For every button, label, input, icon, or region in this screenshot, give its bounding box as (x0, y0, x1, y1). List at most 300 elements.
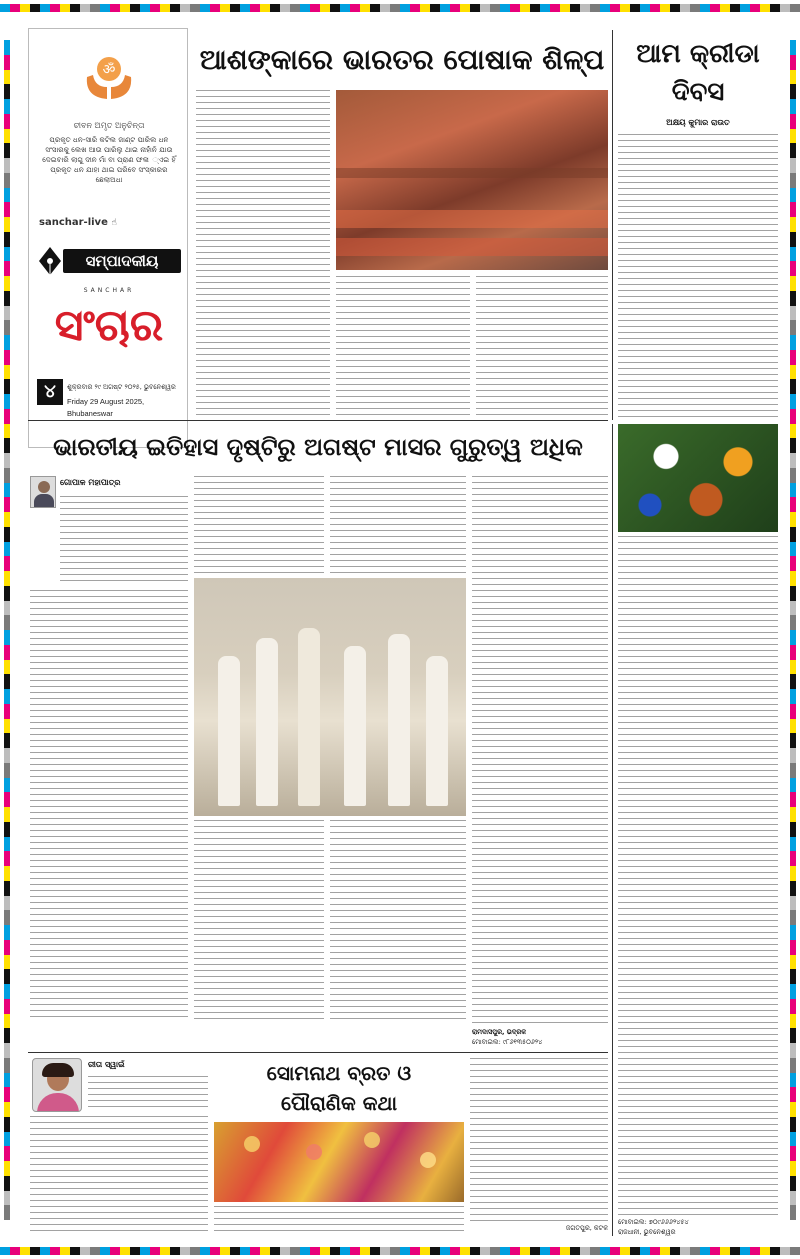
color-swatch (170, 4, 180, 12)
color-swatch (4, 866, 10, 881)
color-swatch (140, 4, 150, 12)
color-swatch (560, 1247, 570, 1255)
color-swatch (660, 1247, 670, 1255)
sports-place: ରାଜଧାନୀ, ଭୁବନେଶ୍ୱର (618, 1228, 676, 1236)
color-swatch (570, 4, 580, 12)
color-swatch (4, 1161, 10, 1176)
color-swatch (640, 4, 650, 12)
website-link[interactable] (39, 217, 179, 231)
color-swatch (750, 4, 760, 12)
quote-text: ପ୍ରକୃତ ଧନ-ସାରି କଟିଲ ଜାଣ୍ଟ ପାରିଲ ଧନ ସଂସାରକୁ ଲେଖ ଆଉ ପାରିଲୁ ଥାଇ ନାହାଁନି ଯାଉ ଦେଇବାରି ଲାଗୁ ଦୀନ ମାଁ ବା ପ୍ରାଣ ଫଳା ୍ଏଇ ହିଁ ପ୍ରକୃତ ଧନ ଯାହା ଥାଇ ପରିବେ ସଂସ୍କାରର ଛେଲାଅଧା (42, 135, 176, 184)
color-swatch (790, 306, 796, 321)
color-swatch (410, 1247, 420, 1255)
color-swatch (350, 4, 360, 12)
color-swatch (430, 1247, 440, 1255)
color-swatch (790, 763, 796, 778)
color-swatch (790, 40, 796, 55)
color-swatch (80, 1247, 90, 1255)
history-author-photo (30, 476, 56, 508)
color-swatch (790, 984, 796, 999)
color-swatch (790, 940, 796, 955)
color-swatch (790, 468, 796, 483)
somnath-text-col-1 (30, 1116, 208, 1234)
color-swatch (790, 999, 796, 1014)
color-swatch (790, 1087, 796, 1102)
color-swatch (0, 1247, 10, 1255)
color-swatch (300, 1247, 310, 1255)
color-swatch (480, 1247, 490, 1255)
sports-headline-2: ଦିବସ (671, 77, 725, 107)
color-swatch (390, 1247, 400, 1255)
color-swatch (4, 704, 10, 719)
cursor-icon: ☝ (111, 218, 117, 228)
color-swatch (590, 4, 600, 12)
color-swatch (530, 1247, 540, 1255)
color-swatch (670, 1247, 680, 1255)
color-swatch (80, 4, 90, 12)
color-swatch (540, 1247, 550, 1255)
color-swatch (350, 1247, 360, 1255)
color-swatch (580, 1247, 590, 1255)
textile-text-col-1 (196, 90, 330, 272)
color-swatch (630, 1247, 640, 1255)
color-swatch (0, 4, 10, 12)
history-text-col-3a (330, 476, 466, 574)
color-swatch (4, 84, 10, 99)
color-swatch (510, 4, 520, 12)
color-swatch (4, 306, 10, 321)
color-swatch (250, 1247, 260, 1255)
color-swatch (4, 851, 10, 866)
color-swatch (360, 4, 370, 12)
color-swatch (4, 969, 10, 984)
color-swatch (4, 1058, 10, 1073)
color-swatch (4, 424, 10, 439)
color-swatch (790, 689, 796, 704)
color-swatch (610, 1247, 620, 1255)
color-swatch (670, 4, 680, 12)
color-swatch (210, 1247, 220, 1255)
color-swatch (4, 645, 10, 660)
color-swatch (750, 1247, 760, 1255)
color-swatch (740, 4, 750, 12)
sports-text-col-2 (618, 536, 778, 1216)
color-swatch (770, 4, 780, 12)
color-swatch (4, 660, 10, 675)
color-swatch (4, 556, 10, 571)
color-swatch (4, 99, 10, 114)
color-swatch (460, 1247, 470, 1255)
masthead-small: SANCHAR (83, 287, 135, 294)
color-swatch (790, 615, 796, 630)
color-swatch (460, 4, 470, 12)
history-text-col-1 (30, 590, 188, 1018)
color-swatch (20, 4, 30, 12)
color-swatch (110, 4, 120, 12)
color-swatch (50, 4, 60, 12)
color-swatch (130, 4, 140, 12)
color-swatch (790, 1102, 796, 1117)
color-swatch (250, 4, 260, 12)
color-swatch (630, 4, 640, 12)
color-swatch (790, 365, 796, 380)
color-swatch (4, 70, 10, 85)
color-swatch (680, 4, 690, 12)
color-swatch (260, 4, 270, 12)
color-swatch (30, 1247, 40, 1255)
website-text: sanchar-live (39, 217, 108, 228)
color-swatch (490, 1247, 500, 1255)
color-swatch (300, 4, 310, 12)
page-number: ୪ (37, 379, 63, 405)
color-swatch (4, 232, 10, 247)
color-swatch (4, 1146, 10, 1161)
color-swatch (790, 114, 796, 129)
color-swatch (4, 719, 10, 734)
color-swatch (4, 925, 10, 940)
color-swatch (480, 4, 490, 12)
color-swatch (690, 4, 700, 12)
color-swatch (790, 84, 796, 99)
color-swatch (4, 158, 10, 173)
somnath-ritual-photo (214, 1122, 464, 1202)
textile-text-col-4 (476, 276, 608, 416)
history-text-col-2 (194, 820, 324, 1020)
color-swatch (790, 276, 796, 291)
color-swatch (4, 999, 10, 1014)
color-swatch (4, 1073, 10, 1088)
color-swatch (650, 1247, 660, 1255)
color-swatch (760, 1247, 770, 1255)
color-swatch (270, 4, 280, 12)
color-swatch (330, 4, 340, 12)
color-swatch (20, 1247, 30, 1255)
color-swatch (4, 55, 10, 70)
color-swatch (500, 1247, 510, 1255)
color-swatch (790, 1117, 796, 1132)
om-hands-logo (81, 47, 137, 101)
color-swatch (4, 527, 10, 542)
color-swatch (790, 1132, 796, 1147)
color-swatch (10, 1247, 20, 1255)
color-swatch (4, 1176, 10, 1191)
color-swatch (790, 748, 796, 763)
color-swatch (710, 4, 720, 12)
somnath-text-col-2 (214, 1206, 464, 1234)
color-swatch (790, 925, 796, 940)
color-swatch (130, 1247, 140, 1255)
history-text-col-3 (330, 820, 466, 1020)
color-swatch (550, 4, 560, 12)
color-swatch (470, 4, 480, 12)
color-swatch (340, 4, 350, 12)
color-swatch (790, 1205, 796, 1220)
color-swatch (4, 1132, 10, 1147)
history-text-col-1a (60, 496, 188, 586)
color-swatch (790, 143, 796, 158)
history-place: ରାମଦାସପୁର, ଭଦ୍ରକ (472, 1028, 527, 1036)
color-swatch (760, 4, 770, 12)
color-swatch (540, 4, 550, 12)
color-swatch (160, 4, 170, 12)
color-swatch (790, 586, 796, 601)
color-swatch (320, 1247, 330, 1255)
color-swatch (790, 733, 796, 748)
color-swatch (710, 1247, 720, 1255)
color-swatch (4, 896, 10, 911)
color-swatch (650, 4, 660, 12)
color-swatch (4, 394, 10, 409)
color-swatch (790, 674, 796, 689)
color-swatch (30, 4, 40, 12)
color-swatch (4, 689, 10, 704)
textile-text-col-2 (196, 276, 330, 416)
color-swatch (4, 438, 10, 453)
color-swatch (40, 1247, 50, 1255)
date-odia: ଶୁକ୍ରବାର ୨୯ ଅଗଷ୍ଟ ୨୦୨୫, ଭୁବନେଶ୍ୱର (67, 383, 176, 391)
color-swatch (790, 881, 796, 896)
color-swatch (140, 1247, 150, 1255)
color-swatch (790, 630, 796, 645)
color-swatch (4, 379, 10, 394)
color-swatch (790, 394, 796, 409)
color-swatch (290, 4, 300, 12)
color-swatch (470, 1247, 480, 1255)
somnath-author-photo (32, 1058, 82, 1112)
color-swatch (4, 468, 10, 483)
color-swatch (790, 851, 796, 866)
color-swatch (4, 1102, 10, 1117)
date-english: Friday 29 August 2025, (67, 397, 145, 406)
color-swatch (790, 409, 796, 424)
color-swatch (790, 453, 796, 468)
color-swatch (4, 1014, 10, 1029)
history-text-col-4 (472, 476, 608, 1024)
color-swatch (4, 955, 10, 970)
color-swatch (4, 674, 10, 689)
textile-text-col-3 (336, 276, 470, 416)
color-swatch (230, 1247, 240, 1255)
color-swatch (370, 1247, 380, 1255)
color-swatch (790, 822, 796, 837)
color-swatch (4, 1087, 10, 1102)
top-color-bar (0, 4, 800, 12)
color-swatch (4, 143, 10, 158)
garment-factory-photo (336, 90, 608, 270)
color-swatch (780, 1247, 790, 1255)
bottom-color-bar (0, 1247, 800, 1255)
color-swatch (180, 4, 190, 12)
color-swatch (700, 1247, 710, 1255)
history-headline: ଭାରତୀୟ ଇତିହାସ ଦୃଷ୍ଟିରୁ ଅଗଷ୍ଟ ମାସର ଗୁରୁତ୍ୱ ଅଧିକ (53, 432, 583, 461)
color-swatch (600, 1247, 610, 1255)
color-swatch (280, 4, 290, 12)
color-swatch (510, 1247, 520, 1255)
color-swatch (410, 4, 420, 12)
color-swatch (280, 1247, 290, 1255)
column-divider-lower (612, 424, 613, 1236)
color-swatch (790, 261, 796, 276)
color-swatch (790, 320, 796, 335)
color-swatch (610, 4, 620, 12)
color-swatch (310, 1247, 320, 1255)
pen-nib-icon (35, 245, 65, 277)
color-swatch (100, 1247, 110, 1255)
color-swatch (310, 4, 320, 12)
color-swatch (4, 497, 10, 512)
color-swatch (4, 291, 10, 306)
color-swatch (790, 866, 796, 881)
color-swatch (790, 1014, 796, 1029)
color-swatch (240, 1247, 250, 1255)
color-swatch (360, 1247, 370, 1255)
color-swatch (400, 4, 410, 12)
color-swatch (390, 4, 400, 12)
color-swatch (790, 792, 796, 807)
history-text-col-2a (194, 476, 324, 574)
color-swatch (380, 1247, 390, 1255)
color-swatch (440, 4, 450, 12)
color-swatch (100, 4, 110, 12)
color-swatch (790, 335, 796, 350)
color-swatch (790, 556, 796, 571)
color-swatch (4, 1191, 10, 1206)
color-swatch (790, 70, 796, 85)
quote-title: ଚୀବନ ଅମୃତ ଅନୁଚିନ୍ତା (73, 121, 145, 130)
color-swatch (220, 4, 230, 12)
color-swatch (4, 571, 10, 586)
color-swatch (4, 320, 10, 335)
color-swatch (4, 365, 10, 380)
color-swatch (4, 188, 10, 203)
color-swatch (790, 438, 796, 453)
color-swatch (790, 896, 796, 911)
left-color-strip (4, 40, 10, 1220)
color-swatch (4, 1028, 10, 1043)
color-swatch (790, 1028, 796, 1043)
color-swatch (720, 4, 730, 12)
color-swatch (500, 4, 510, 12)
color-swatch (60, 1247, 70, 1255)
color-swatch (790, 660, 796, 675)
color-swatch (700, 4, 710, 12)
color-swatch (790, 173, 796, 188)
color-swatch (4, 984, 10, 999)
color-swatch (4, 881, 10, 896)
color-swatch (790, 542, 796, 557)
color-swatch (4, 512, 10, 527)
color-swatch (190, 1247, 200, 1255)
color-swatch (4, 940, 10, 955)
color-swatch (790, 910, 796, 925)
color-swatch (4, 335, 10, 350)
color-swatch (790, 1146, 796, 1161)
color-swatch (4, 247, 10, 262)
svg-text:ॐ: ॐ (102, 62, 116, 78)
color-swatch (4, 778, 10, 793)
color-swatch (680, 1247, 690, 1255)
color-swatch (790, 1073, 796, 1088)
color-swatch (4, 733, 10, 748)
color-swatch (790, 247, 796, 262)
color-swatch (70, 1247, 80, 1255)
color-swatch (690, 1247, 700, 1255)
color-swatch (790, 129, 796, 144)
color-swatch (790, 512, 796, 527)
row-divider-2 (28, 1052, 608, 1053)
color-swatch (70, 4, 80, 12)
color-swatch (4, 792, 10, 807)
color-swatch (290, 1247, 300, 1255)
color-swatch (4, 483, 10, 498)
color-swatch (790, 55, 796, 70)
color-swatch (260, 1247, 270, 1255)
column-divider (612, 30, 613, 420)
right-color-strip (790, 40, 796, 1220)
color-swatch (4, 1205, 10, 1220)
sports-author: ଅକ୍ଷୟ କୁମାର ରାଉତ (666, 118, 730, 127)
color-swatch (4, 173, 10, 188)
color-swatch (790, 1191, 796, 1206)
color-swatch (120, 1247, 130, 1255)
color-swatch (530, 4, 540, 12)
color-swatch (170, 1247, 180, 1255)
color-swatch (640, 1247, 650, 1255)
sports-text-col-1 (618, 134, 778, 420)
color-swatch (620, 4, 630, 12)
city-english: Bhubaneswar (67, 409, 113, 418)
color-swatch (790, 571, 796, 586)
color-swatch (790, 807, 796, 822)
color-swatch (200, 4, 210, 12)
color-swatch (4, 910, 10, 925)
color-swatch (550, 1247, 560, 1255)
color-swatch (180, 1247, 190, 1255)
color-swatch (790, 424, 796, 439)
color-swatch (740, 1247, 750, 1255)
color-swatch (790, 704, 796, 719)
color-swatch (790, 497, 796, 512)
color-swatch (580, 4, 590, 12)
sports-balls-photo (618, 424, 778, 532)
color-swatch (450, 4, 460, 12)
color-swatch (4, 630, 10, 645)
color-swatch (4, 615, 10, 630)
somnath-author: ରୀତା ସ୍ୱାଇଁ (88, 1060, 125, 1069)
color-swatch (790, 955, 796, 970)
masthead: ସଂଚାର (54, 300, 164, 351)
color-swatch (90, 4, 100, 12)
sports-headline-1: ଆମ କ୍ରୀଡା (636, 39, 760, 69)
color-swatch (720, 1247, 730, 1255)
color-swatch (790, 601, 796, 616)
color-swatch (190, 4, 200, 12)
color-swatch (450, 1247, 460, 1255)
color-swatch (790, 1161, 796, 1176)
color-swatch (4, 763, 10, 778)
color-swatch (4, 453, 10, 468)
color-swatch (270, 1247, 280, 1255)
color-swatch (320, 4, 330, 12)
color-swatch (790, 483, 796, 498)
color-swatch (60, 4, 70, 12)
color-swatch (790, 379, 796, 394)
color-swatch (790, 969, 796, 984)
color-swatch (4, 129, 10, 144)
color-swatch (200, 1247, 210, 1255)
row-divider-1 (28, 420, 608, 421)
color-swatch (780, 4, 790, 12)
